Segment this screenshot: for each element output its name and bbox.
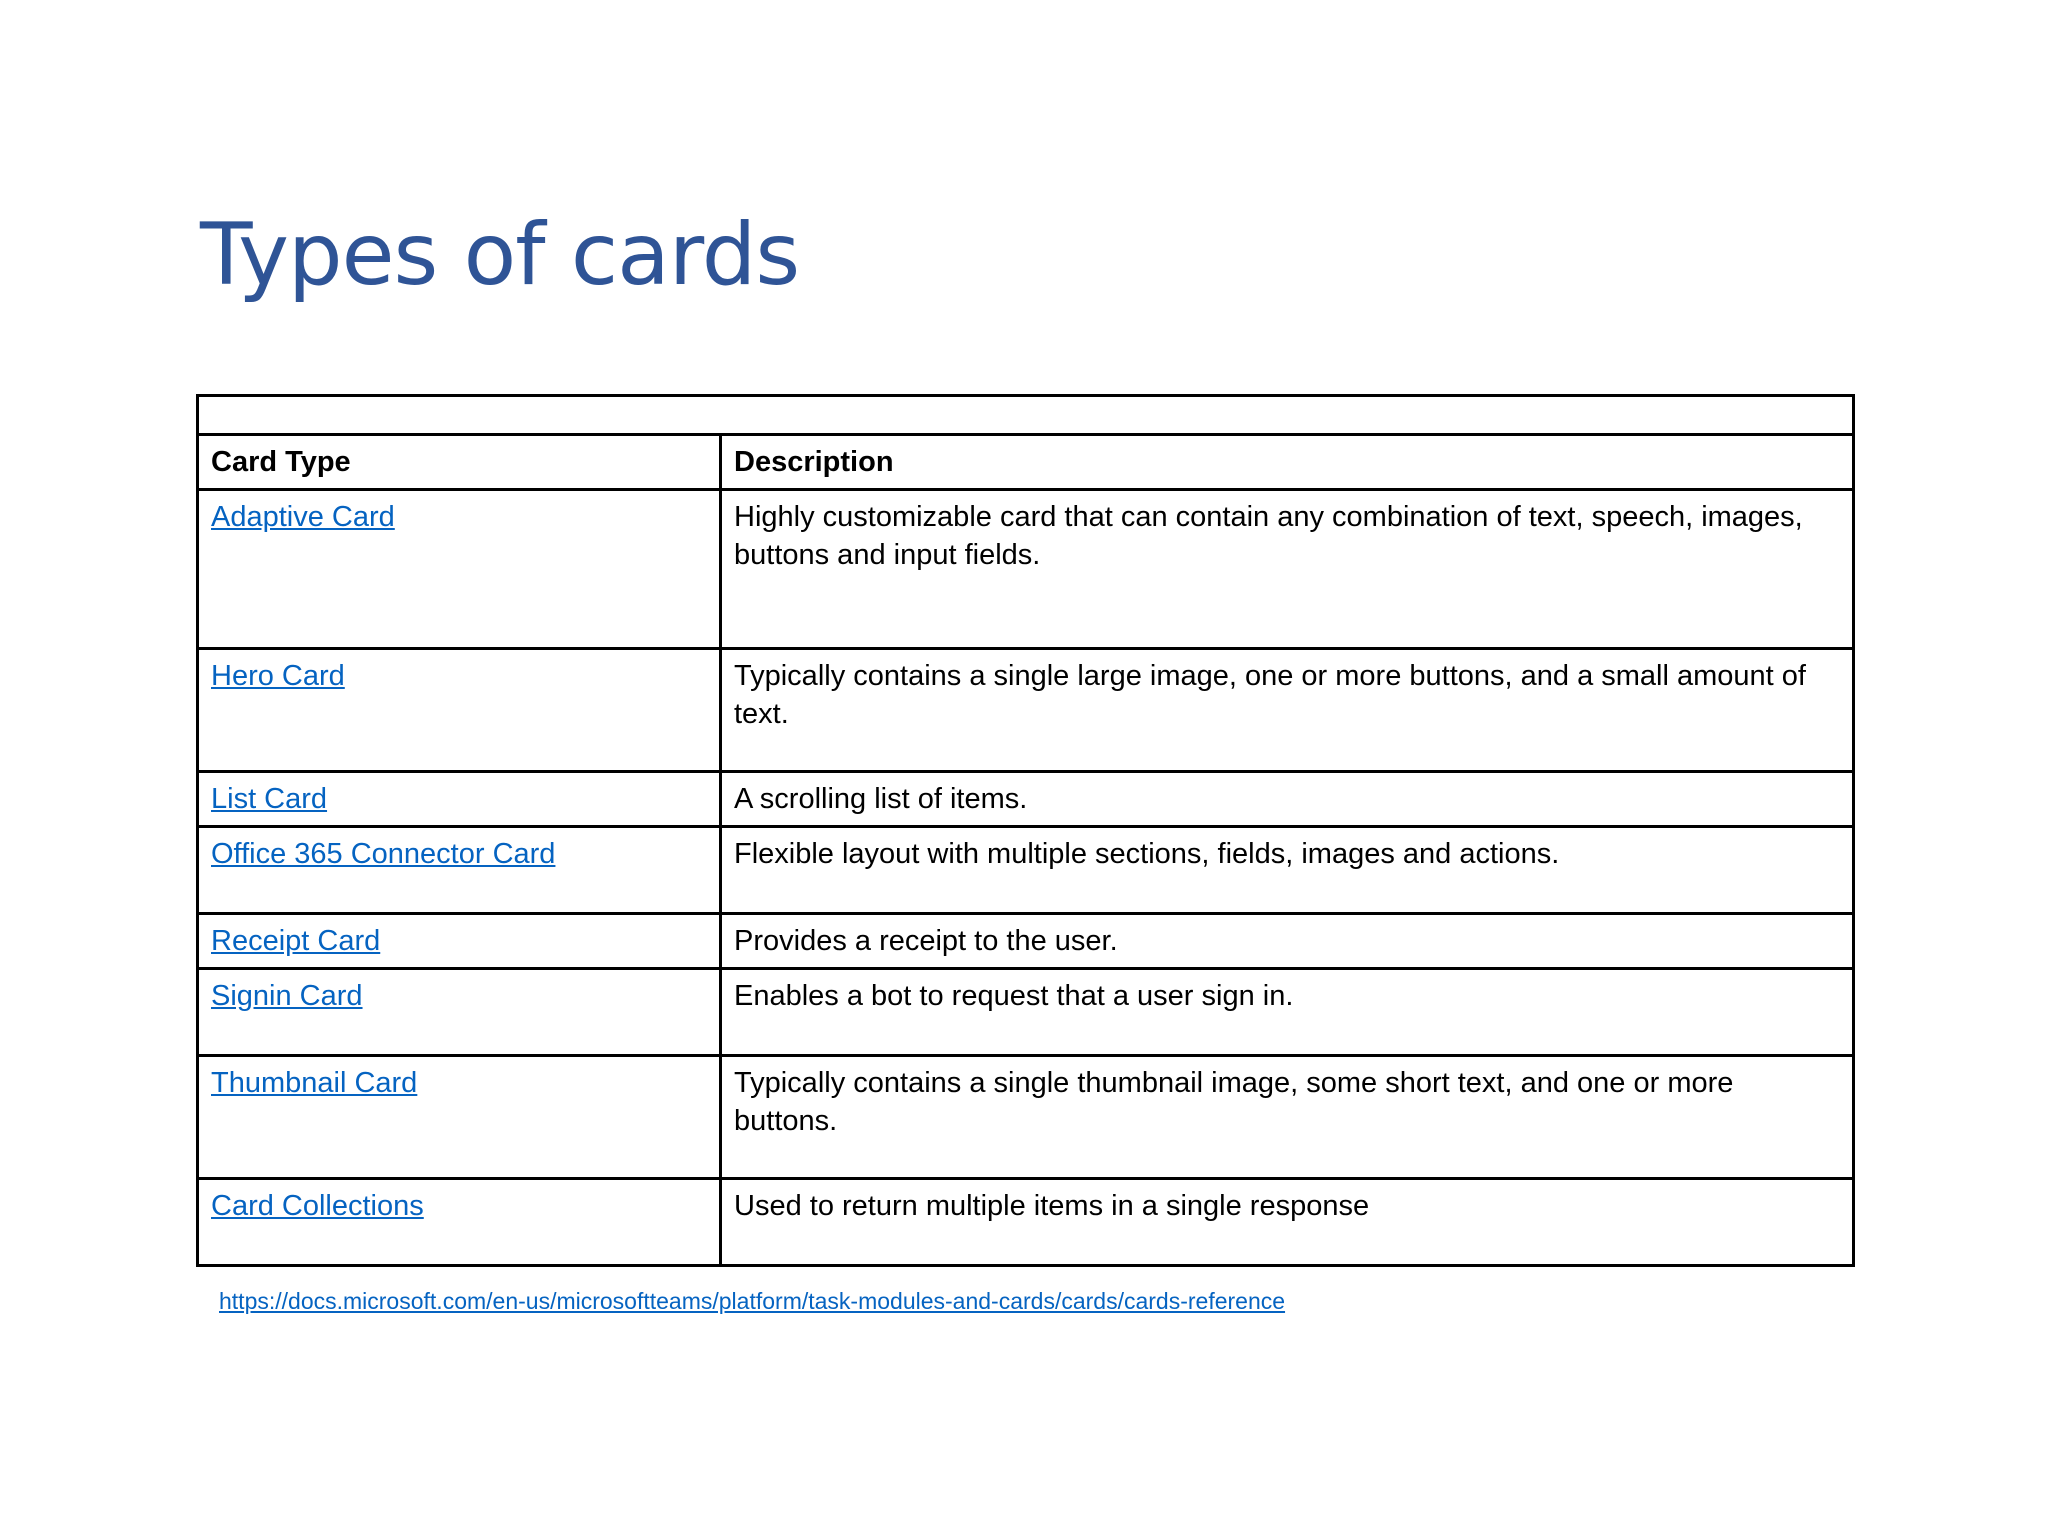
slide-title: Types of cards <box>200 205 800 305</box>
description-cell: Typically contains a single thumbnail image, some short text, and one or more buttons. <box>721 1056 1854 1179</box>
card-type-cell <box>198 827 721 914</box>
card-type-cell <box>198 649 721 772</box>
card-type-cell <box>198 1179 721 1266</box>
description-cell: Used to return multiple items in a single response <box>721 1179 1854 1266</box>
list-card-link[interactable]: List Card <box>211 783 328 815</box>
description-cell: A scrolling list of items. <box>721 772 1854 827</box>
card-type-cell <box>198 772 721 827</box>
table-row <box>198 1179 1854 1266</box>
header-card-type: Card Type <box>198 435 721 490</box>
description-cell: Enables a bot to request that a user sign in. <box>721 969 1854 1056</box>
hero-card-link[interactable]: Hero Card <box>211 660 345 692</box>
adaptive-card-link[interactable]: Adaptive Card <box>211 501 395 533</box>
card-type-cell <box>198 969 721 1056</box>
description-cell: Flexible layout with multiple sections, fields, images and actions. <box>721 827 1854 914</box>
table-header-row <box>198 435 1854 490</box>
card-collections-link[interactable]: Card Collections <box>211 1190 424 1222</box>
table-row <box>198 827 1854 914</box>
card-type-cell <box>198 490 721 649</box>
table-row <box>198 649 1854 772</box>
receipt-card-link[interactable]: Receipt Card <box>211 925 381 957</box>
description-cell: Highly customizable card that can contain any combination of text, speech, images, buttons and input fields. <box>721 490 1854 649</box>
office-365-connector-card-link[interactable]: Office 365 Connector Card <box>211 838 556 870</box>
header-description: Description <box>721 435 1854 490</box>
table-empty-cell <box>198 396 1854 435</box>
table-row <box>198 914 1854 969</box>
description-cell: Provides a receipt to the user. <box>721 914 1854 969</box>
table-row <box>198 1056 1854 1179</box>
card-type-cell <box>198 914 721 969</box>
description-cell: Typically contains a single large image, one or more buttons, and a small amount of text. <box>721 649 1854 772</box>
signin-card-link[interactable]: Signin Card <box>211 980 363 1012</box>
table-empty-header-row <box>198 396 1854 435</box>
table-row <box>198 772 1854 827</box>
thumbnail-card-link[interactable]: Thumbnail Card <box>211 1067 418 1099</box>
table-row <box>198 969 1854 1056</box>
card-types-table <box>196 394 1855 1267</box>
card-type-cell <box>198 1056 721 1179</box>
table-row <box>198 490 1854 649</box>
source-reference-link[interactable]: https://docs.microsoft.com/en-us/microsoftteams/platform/task-modules-and-cards/cards/cards-reference <box>219 1288 1286 1314</box>
